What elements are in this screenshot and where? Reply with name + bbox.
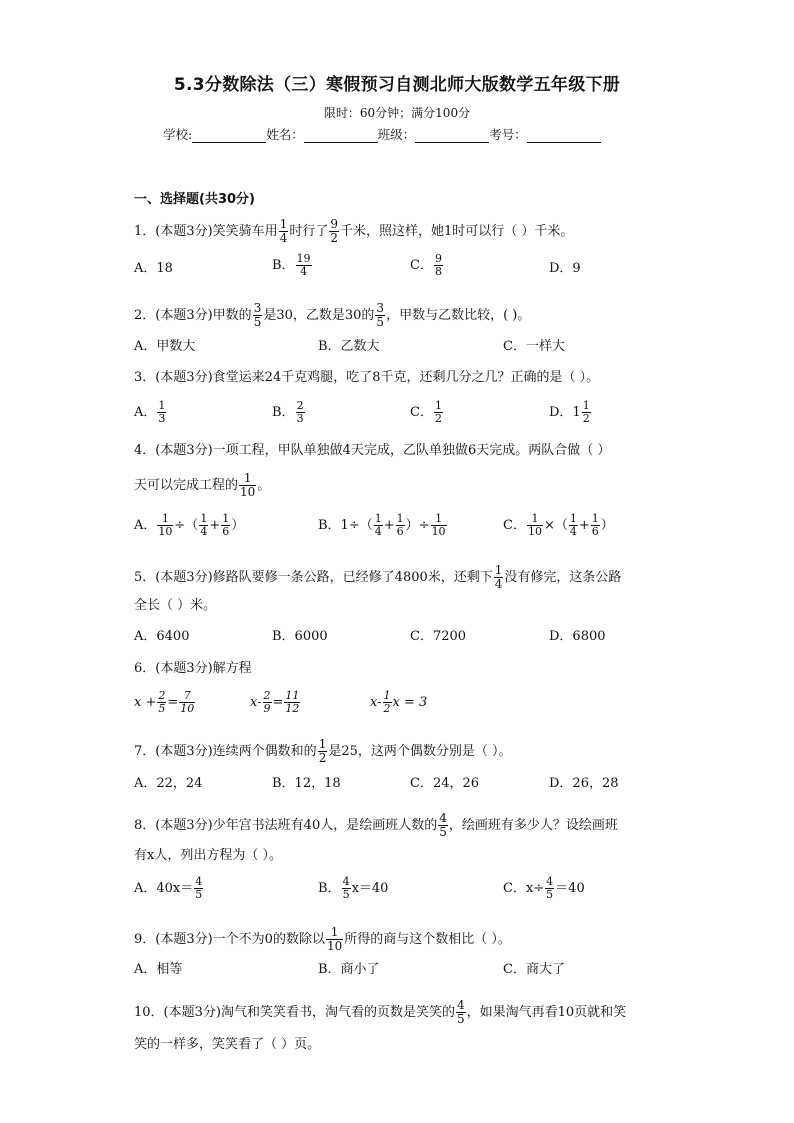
equation-1: x + $\frac{2}{5}$ = $\frac{7}{10}$ — [134, 689, 195, 715]
question-8-line2: 有x人，列出方程为（ ）。 — [134, 848, 282, 863]
fraction: $\frac{19}{4}$ — [296, 252, 311, 278]
fraction: $\frac{3}{5}$ — [376, 301, 385, 329]
fraction: $\frac{4}{5}$ — [439, 811, 447, 839]
question-7: 7．(本题3分)连续两个偶数和的 $\frac{1}{2}$ 是25，这两个偶数分别是（ ）。 — [134, 737, 512, 765]
question-2: 2．(本题3分)甲数的 $\frac{3}{5}$ 是30，乙数是30的 $\frac{3}{5}$ ，甲数与乙数比较，( )。 — [134, 301, 531, 329]
question-1: 1．(本题3分)笑笑骑车用 $\frac{1}{4}$ 时行了 $\frac{9}{2}$ 千米，照这样，她1时可以行（ ）千米。 — [134, 217, 574, 245]
name-blank[interactable] — [304, 129, 378, 143]
fraction: $\frac{4}{5}$ — [546, 875, 554, 901]
option-a[interactable]: A．40x＝ $\frac{4}{5}$ — [134, 875, 203, 901]
fraction: $\frac{2}{9}$ — [263, 689, 271, 715]
fraction: $\frac{1}{10}$ — [431, 512, 446, 538]
question-5-line2: 全长（ ）米。 — [134, 598, 217, 613]
fraction: $\frac{1}{2}$ — [318, 737, 327, 765]
fraction: $\frac{1}{10}$ — [527, 512, 542, 538]
fraction: $\frac{1}{4}$ — [374, 512, 382, 538]
fraction: $\frac{1}{4}$ — [569, 512, 577, 538]
exam-no-label: 考号： — [489, 127, 527, 142]
option-a[interactable]: A．22，24 — [134, 776, 203, 791]
option-b[interactable]: B．6000 — [272, 629, 328, 644]
option-c[interactable]: C．24，26 — [410, 776, 480, 791]
option-b[interactable]: B． $\frac{19}{4}$ — [272, 252, 311, 278]
option-c[interactable]: C．一样大 — [503, 339, 565, 354]
fraction: $\frac{1}{3}$ — [158, 399, 166, 425]
fraction: $\frac{11}{12}$ — [285, 689, 300, 715]
fraction: $\frac{1}{4}$ — [494, 563, 503, 591]
student-info-line — [163, 125, 601, 143]
fraction: $\frac{3}{5}$ — [253, 301, 262, 329]
equation-2: x- $\frac{2}{9}$ = $\frac{11}{12}$ — [250, 689, 300, 715]
option-d[interactable]: D．1 $\frac{1}{2}$ — [549, 399, 590, 425]
time-limit-text: 限时：60分钟；满分100分 — [323, 106, 471, 120]
option-c[interactable]: C． $\frac{1}{10}$ ×（ $\frac{1}{4}$ + $\frac{1}{6}$ ） — [503, 512, 614, 538]
option-b[interactable]: B．12，18 — [272, 776, 341, 791]
fraction: $\frac{1}{4}$ — [279, 217, 288, 245]
name-label: 姓名： — [266, 127, 304, 142]
option-b[interactable]: B．商小了 — [318, 962, 380, 977]
fraction: $\frac{4}{5}$ — [195, 875, 203, 901]
option-d[interactable]: D．9 — [549, 261, 581, 276]
option-c[interactable]: C．x÷ $\frac{4}{5}$ ＝40 — [503, 875, 585, 901]
section-heading: 一、选择题(共30分) — [134, 192, 255, 207]
option-a[interactable]: A．相等 — [134, 962, 183, 977]
option-a[interactable]: A．18 — [134, 261, 173, 276]
equation-3: x- $\frac{1}{2}$ x = 3 — [370, 689, 428, 715]
option-b[interactable]: B．1÷（ $\frac{1}{4}$ + $\frac{1}{6}$ ）÷ $\frac{1}{10}$ — [318, 512, 446, 538]
option-c[interactable]: C．7200 — [410, 629, 467, 644]
option-a[interactable]: A． $\frac{1}{10}$ ÷（ $\frac{1}{4}$ + $\frac{1}{6}$ ） — [134, 512, 245, 538]
option-b[interactable]: B． $\frac{4}{5}$ x＝40 — [318, 875, 389, 901]
fraction: $\frac{1}{2}$ — [383, 689, 391, 715]
fraction: $\frac{1}{10}$ — [240, 471, 256, 499]
exam-no-blank[interactable] — [527, 129, 601, 143]
option-d[interactable]: D．26，28 — [549, 776, 619, 791]
option-c[interactable]: C． $\frac{9}{8}$ — [410, 252, 442, 278]
fraction: $\frac{1}{6}$ — [396, 512, 404, 538]
fraction: $\frac{2}{5}$ — [158, 689, 166, 715]
class-blank[interactable] — [415, 129, 489, 143]
option-a[interactable]: A．6400 — [134, 629, 190, 644]
fraction: $\frac{4}{5}$ — [456, 998, 465, 1026]
class-label: 班级： — [377, 127, 416, 142]
fraction: $\frac{2}{3}$ — [296, 399, 304, 425]
school-label: 学校: — [163, 127, 193, 142]
question-5: 5．(本题3分)修路队要修一条公路，已经修了4800米，还剩下 $\frac{1}{4}$ 没有修完，这条公路 — [134, 563, 622, 591]
option-c[interactable]: C． $\frac{1}{2}$ — [410, 399, 442, 425]
option-d[interactable]: D．6800 — [549, 629, 606, 644]
fraction: $\frac{1}{4}$ — [200, 512, 208, 538]
question-6: 6．(本题3分)解方程 — [134, 661, 252, 676]
question-8: 8．(本题3分)少年宫书法班有40人，是绘画班人数的 $\frac{4}{5}$ ，绘画班有多少人？设绘画班 — [134, 811, 618, 839]
option-a[interactable]: A． $\frac{1}{3}$ — [134, 399, 166, 425]
page-title: 5.3分数除法（三）寒假预习自测北师大版数学五年级下册 — [173, 75, 621, 95]
fraction: $\frac{4}{5}$ — [342, 875, 350, 901]
option-a[interactable]: A．甲数大 — [134, 339, 196, 354]
fraction: $\frac{1}{10}$ — [158, 512, 173, 538]
option-b[interactable]: B． $\frac{2}{3}$ — [272, 399, 304, 425]
option-b[interactable]: B．乙数大 — [318, 339, 380, 354]
question-4: 4．(本题3分)一项工程，甲队单独做4天完成，乙队单独做6天完成。两队合做（ ） — [134, 443, 611, 458]
question-10: 10．(本题3分)淘气和笑笑看书，淘气看的页数是笑笑的 $\frac{4}{5}$ ，如果淘气再看10页就和笑 — [134, 998, 627, 1026]
question-9: 9．(本题3分)一个不为0的数除以 $\frac{1}{10}$ 所得的商与这个数相比（ ）。 — [134, 925, 511, 953]
school-blank[interactable] — [192, 129, 266, 143]
fraction: $\frac{1}{2}$ — [582, 399, 590, 425]
fraction: $\frac{1}{6}$ — [222, 512, 230, 538]
question-4-line2: 天可以完成工程的 $\frac{1}{10}$ 。 — [134, 471, 271, 499]
fraction: $\frac{9}{2}$ — [330, 217, 338, 245]
question-3: 3．(本题3分)食堂运来24千克鸡腿，吃了8千克，还剩几分之几？正确的是（ ）。 — [134, 370, 600, 385]
fraction: $\frac{1}{6}$ — [591, 512, 599, 538]
fraction: $\frac{1}{2}$ — [434, 399, 442, 425]
fraction: $\frac{9}{8}$ — [434, 252, 442, 278]
question-10-line2: 笑的一样多，笑笑看了（ ）页。 — [134, 1037, 321, 1052]
option-c[interactable]: C．商大了 — [503, 962, 565, 977]
fraction: $\frac{1}{10}$ — [326, 925, 343, 953]
fraction: $\frac{7}{10}$ — [180, 689, 195, 715]
